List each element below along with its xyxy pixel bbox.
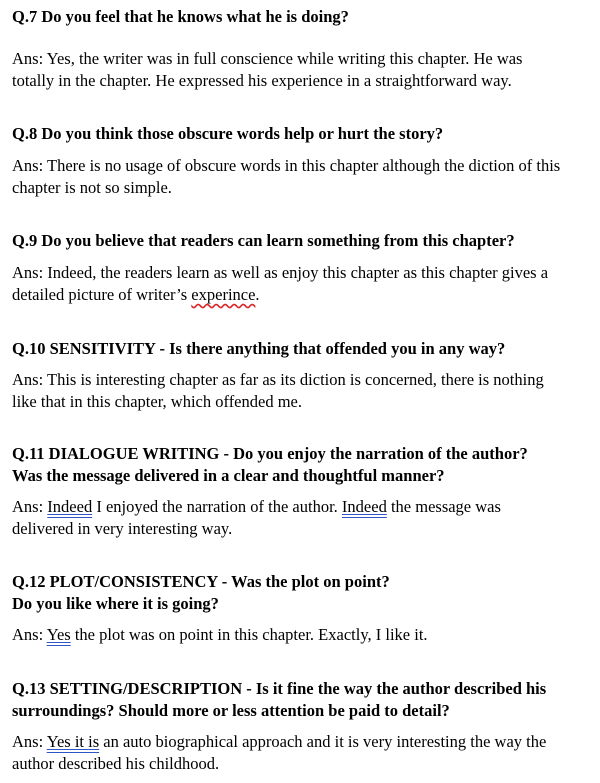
answer-q12-prefix: Ans: bbox=[12, 625, 47, 644]
qa-block-q10 bbox=[12, 338, 596, 360]
answer-q12 bbox=[12, 624, 596, 646]
question-q11-line-1: Q.11 DIALOGUE WRITING - Do you enjoy the narration of the author? bbox=[12, 444, 528, 463]
question-q13-line-1: Q.13 SETTING/DESCRIPTION - Is it fine the way the author described his bbox=[12, 679, 547, 698]
answer-q8-line-1: Ans: There is no usage of obscure words in this chapter although the diction of this bbox=[12, 156, 561, 175]
answer-block-q9 bbox=[12, 262, 596, 306]
answer-block-q13 bbox=[12, 731, 596, 775]
answer-block-q10 bbox=[12, 369, 596, 413]
answer-block-q7 bbox=[12, 48, 596, 92]
answer-q13-end: an auto biographical approach and it is very interesting the way the bbox=[99, 732, 547, 751]
answer-q8 bbox=[12, 155, 596, 199]
answer-q9-line-1: Ans: Indeed, the readers learn as well as enjoy this chapter as this chapter gives a bbox=[12, 263, 549, 282]
question-q11-line-2: Was the message delivered in a clear and thoughtful manner? bbox=[12, 466, 445, 485]
question-q9: Q.9 Do you believe that readers can learn something from this chapter? bbox=[12, 231, 515, 250]
answer-q7 bbox=[12, 48, 596, 92]
answer-q11-line-2: delivered in very interesting way. bbox=[12, 519, 233, 538]
qa-block-q8 bbox=[12, 123, 596, 145]
answer-q7-line-2: totally in the chapter. He expressed his experience in a straightforward way. bbox=[12, 71, 512, 90]
question-q13 bbox=[12, 678, 596, 722]
grammar-flag[interactable]: Indeed bbox=[47, 497, 93, 516]
qa-block-q9 bbox=[12, 230, 596, 252]
question-q13-line-2: surroundings? Should more or less attention be paid to detail? bbox=[12, 701, 450, 720]
answer-q10-line-1: Ans: This is interesting chapter as far as its diction is concerned, there is nothing bbox=[12, 370, 544, 389]
answer-q13-line-2: author described his childhood. bbox=[12, 754, 220, 773]
answer-q11 bbox=[12, 496, 596, 540]
answer-q7-line-1: Ans: Yes, the writer was in full conscience while writing this chapter. He was bbox=[12, 49, 523, 68]
answer-q8-line-2: chapter is not so simple. bbox=[12, 178, 172, 197]
answer-q9-line-2 bbox=[12, 284, 596, 306]
answer-q10-line-2: like that in this chapter, which offended me. bbox=[12, 392, 302, 411]
answer-q11-prefix: Ans: bbox=[12, 497, 48, 516]
answer-q12-line-1 bbox=[12, 624, 596, 646]
answer-block-q8 bbox=[12, 155, 596, 199]
answer-q13-prefix: Ans: bbox=[12, 732, 47, 751]
answer-q13 bbox=[12, 731, 596, 775]
qa-block-q7 bbox=[12, 6, 596, 28]
answer-q13-line-1 bbox=[12, 731, 596, 753]
answer-block-q11 bbox=[12, 496, 596, 540]
question-q7: Q.7 Do you feel that he knows what he is doing? bbox=[12, 7, 349, 26]
answer-q11-line-1 bbox=[12, 496, 596, 518]
answer-q10 bbox=[12, 369, 596, 413]
question-q12-line-2: Do you like where it is going? bbox=[12, 594, 219, 613]
answer-q12-end: the plot was on point in this chapter. Exactly, I like it. bbox=[70, 625, 428, 644]
question-q10: Q.10 SENSITIVITY - Is there anything that offended you in any way? bbox=[12, 339, 506, 358]
qa-block-q13 bbox=[12, 678, 596, 722]
answer-q11-mid: I enjoyed the narration of the author. bbox=[92, 497, 342, 516]
answer-block-q12 bbox=[12, 624, 596, 646]
qa-block-q11 bbox=[12, 443, 596, 487]
answer-q9-line-2-text: detailed picture of writer’s bbox=[12, 285, 192, 304]
grammar-flag[interactable]: Yes bbox=[46, 625, 71, 644]
question-q12-line-1: Q.12 PLOT/CONSISTENCY - Was the plot on point? bbox=[12, 572, 390, 591]
answer-q11-end: the message was bbox=[386, 497, 501, 516]
question-q12 bbox=[12, 571, 596, 615]
grammar-flag[interactable]: Yes it is bbox=[46, 732, 100, 751]
question-q8: Q.8 Do you think those obscure words help or hurt the story? bbox=[12, 124, 444, 143]
grammar-flag[interactable]: Indeed bbox=[341, 497, 387, 516]
spelling-error-flag[interactable]: experince bbox=[191, 285, 256, 304]
answer-q9 bbox=[12, 262, 596, 306]
question-q11 bbox=[12, 443, 596, 487]
answer-q9-line-2-end: . bbox=[255, 285, 260, 304]
qa-block-q12 bbox=[12, 571, 596, 615]
